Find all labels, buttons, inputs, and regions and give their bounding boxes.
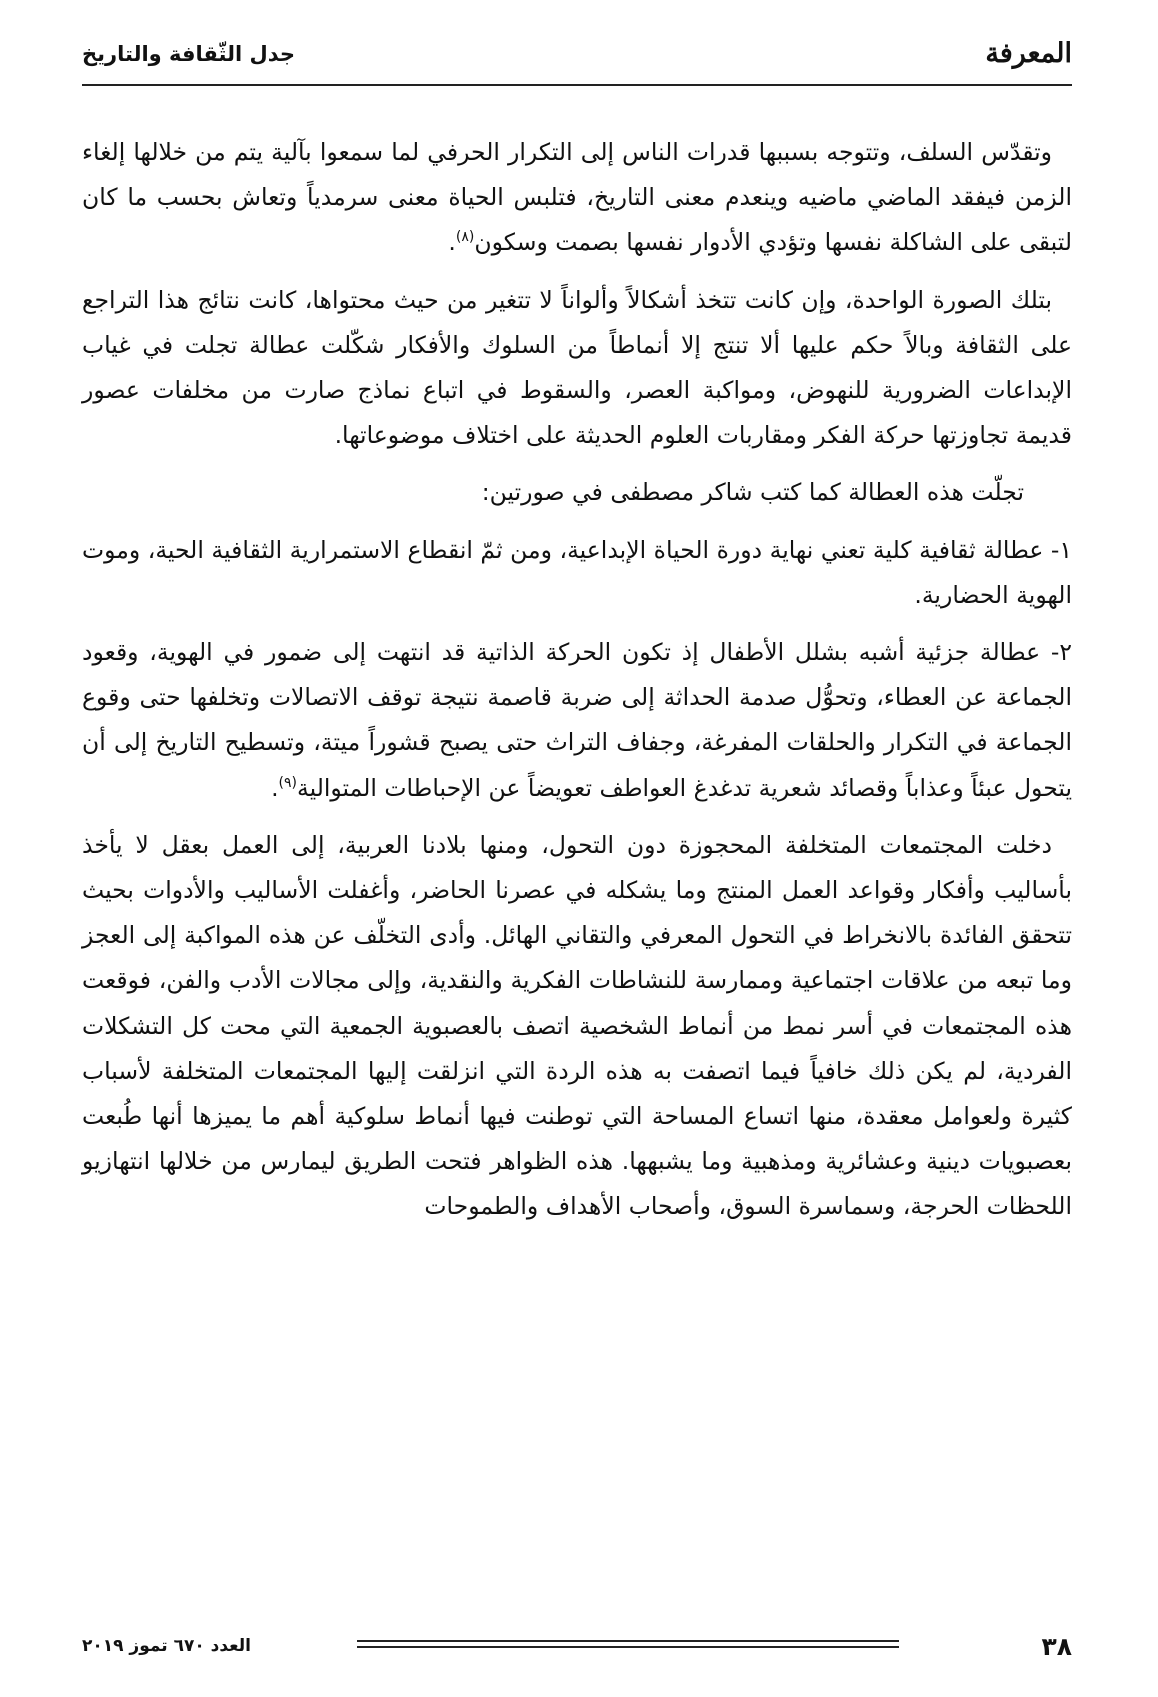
list-item-2: ٢- عطالة جزئية أشبه بشلل الأطفال إذ تكون الحركة الذاتية قد انتهت إلى ضمور في الهوية، وقعود الجماعة عن العطاء، وتحوُّل صدمة الحداثة إلى ضربة قاصمة نتيجة توقف الاتصالات وتخلفها حتى وقوع الجماعة في التكرار والحلقات المفرغة، وجفاف التراث حتى يصبح قشوراً ميتة، وتسطيح التاريخ إلى أن يتحول عبئاً وعذاباً وقصائد شعرية تدغدغ العواطف تعويضاً عن الإحباطات المتوالية$^{(٩)}$. xyxy=(82,638,1072,802)
page-number: ٣٨ xyxy=(1041,1632,1072,1661)
footnote-ref-9[interactable]: (٩) xyxy=(278,774,298,791)
footer-divider-top xyxy=(357,1640,899,1642)
header-divider xyxy=(82,84,1072,86)
running-title: جدل الثّقافة والتاريخ xyxy=(82,42,295,66)
article-body xyxy=(82,130,1072,1242)
footnote-ref-8[interactable]: (٨) xyxy=(455,229,475,246)
paragraph-3: تجلّت هذه العطالة كما كتب شاكر مصطفى في صورتين: xyxy=(481,478,1024,507)
page-footer xyxy=(82,1632,1072,1672)
paragraph-2: بتلك الصورة الواحدة، وإن كانت تتخذ أشكالاً وألواناً لا تتغير من حيث محتواها، كانت نتائج هذا التراجع على الثقافة وبالاً حكم عليها ألا تنتج إلا أنماطاً من السلوك والأفكار شكّلت عطالة تجلت في غياب الإبداعات الضرورية للنهوض، ومواكبة العصر، والسقوط في اتباع نماذج صارت من مخلفات عصور قديمة تجاوزتها حركة الفكر ومقاربات العلوم الحديثة على اختلاف موضوعاتها. xyxy=(82,285,1072,450)
paragraph-6: دخلت المجتمعات المتخلفة المحجوزة دون التحول، ومنها بلادنا العربية، إلى العمل بعقل لا يأخذ بأساليب وأفكار وقواعد العمل المنتج وما يشكله في عصرنا الحاضر، وأغفلت الأساليب والأدوات بحيث تتحقق الفائدة بالانخراط في التحول المعرفي والتقاني الهائل. وأدى التخلّف عن هذه المواكبة إلى العجز وما تبعه من علاقات اجتماعية وممارسة للنشاطات الفكرية والنقدية، وإلى مجالات الأدب والفن، فوقعت هذه المجتمعات في أسر نمط من أنماط الشخصية اتصف بالعصبوية الجمعية التي محت كل التشكلات الفردية، لم يكن ذلك خافياً فيما اتصفت به هذه الردة التي انزلقت إليها المجتمعات المتخلفة لأسباب كثيرة ولعوامل معقدة، منها اتساع المساحة التي توطنت فيها أنماط سلوكية أهم ما يميزها أنها طُبعت بعصبويات دينية وعشائرية ومذهبية وما يشبهها. هذه الظواهر فتحت الطريق ليمارس من خلالها انتهازيو اللحظات الحرجة، وسماسرة السوق، وأصحاب الأهداف والطموحات xyxy=(82,830,1072,1221)
issue-info: العدد ٦٧٠ تموز ٢٠١٩ xyxy=(82,1636,251,1656)
paragraph-1: وتقدّس السلف، وتتوجه بسببها قدرات الناس إلى التكرار الحرفي لما سمعوا بآلية يتم من خلالها إلغاء الزمن فيفقد الماضي ماضيه وينعدم معنى التاريخ، فتلبس الحياة معنى سرمدياً وتعاش بحسب ما كان لتبقى على الشاكلة نفسها وتؤدي الأدوار نفسها بصمت وسكون$^{(٨)}$. xyxy=(82,138,1072,257)
footer-divider-bottom xyxy=(357,1646,899,1648)
journal-logo: المعرفة xyxy=(985,38,1072,69)
list-item-1: ١- عطالة ثقافية كلية تعني نهاية دورة الحياة الإبداعية، ومن ثمّ انقطاع الاستمرارية الثقافية الحية، وموت الهوية الحضارية. xyxy=(82,535,1072,609)
page-header xyxy=(82,34,1072,74)
